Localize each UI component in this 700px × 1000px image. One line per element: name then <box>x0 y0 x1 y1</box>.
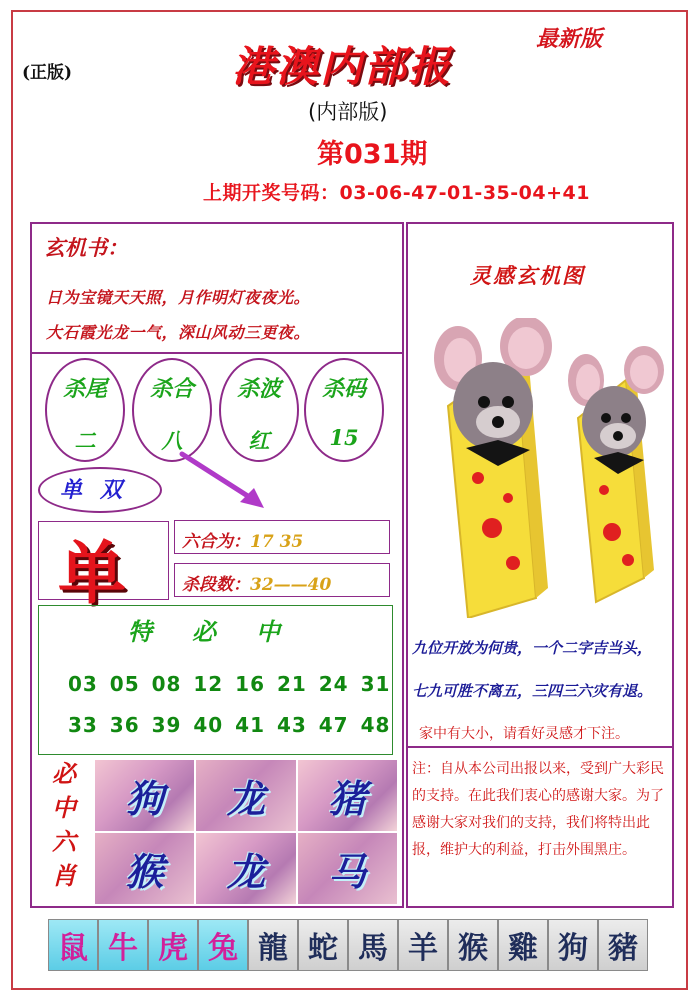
must-hit-title: 特必中 <box>128 617 320 646</box>
zodiac-cell-pig: 猪 <box>298 760 397 831</box>
kill-number-value: 15 <box>329 425 359 450</box>
picture-title: 灵感玄机图 <box>470 263 585 288</box>
kill-range-line <box>182 570 331 595</box>
six-he-line <box>182 527 303 552</box>
six-zodiac-label-2: 中 <box>52 793 76 822</box>
riddle-line-1: 日为宝镜天天照，月作明灯夜夜光。 <box>46 288 311 307</box>
kill-tail-oval <box>45 358 125 462</box>
zodiac-tile-snake: 蛇 <box>298 919 348 971</box>
kill-tail-label: 杀尾 <box>62 376 107 402</box>
six-zodiac-label-3: 六 <box>52 827 76 856</box>
zodiac-cell-monkey: 猴 <box>95 833 194 904</box>
notice-line: 家中有大小，请看好灵感才下注。 <box>419 726 629 742</box>
issue-number: 第031期 <box>317 139 428 170</box>
must-hit-row-1: 03 05 08 12 16 21 24 31 <box>68 672 391 696</box>
last-draw-label: 上期开奖号码： <box>203 182 340 204</box>
zodiac-tile-ox: 牛 <box>98 919 148 971</box>
big-odd-char: 单 <box>58 534 127 614</box>
kill-wave-value: 红 <box>248 428 270 453</box>
riddle-divider <box>32 352 402 354</box>
kill-he-label: 杀合 <box>149 376 194 402</box>
arrow-icon <box>176 448 268 510</box>
page-title: 港澳内部报 <box>232 42 453 91</box>
odd-even-oval: 单双 <box>38 467 162 513</box>
edition-label: (正版) <box>22 63 73 83</box>
kill-wave-label: 杀波 <box>236 376 281 402</box>
kill-range-label: 杀段数： <box>182 575 250 595</box>
must-hit-row-2: 33 36 39 40 41 43 47 48 <box>68 713 391 737</box>
kill-number-label: 杀码 <box>321 376 366 402</box>
latest-version-label: 最新版 <box>536 26 603 52</box>
zodiac-cell-dragon-2: 龙 <box>196 833 295 904</box>
kill-he-oval <box>132 358 212 462</box>
six-he-value: 17 35 <box>250 532 304 552</box>
last-draw-line <box>203 178 590 205</box>
six-he-label: 六合为： <box>182 532 250 552</box>
page-subtitle: (内部版) <box>308 100 388 124</box>
right-divider <box>408 746 672 748</box>
zodiac-tile-dog: 狗 <box>548 919 598 971</box>
zodiac-tile-rooster: 雞 <box>498 919 548 971</box>
zodiac-cell-horse: 马 <box>298 833 397 904</box>
riddle-line-2: 大石霞光龙一气，深山风动三更夜。 <box>46 323 311 342</box>
six-zodiac-label-1: 必 <box>52 759 76 788</box>
zodiac-tile-horse: 馬 <box>348 919 398 971</box>
zodiac-cell-dragon: 龙 <box>196 760 295 831</box>
zodiac-bar <box>48 919 648 971</box>
zodiac-tile-rabbit: 兔 <box>198 919 248 971</box>
riddle-title: 玄机书： <box>44 235 128 260</box>
six-zodiac-label-4: 肖 <box>52 861 76 890</box>
zodiac-tile-rat: 鼠 <box>48 919 98 971</box>
last-draw-numbers: 03-06-47-01-35-04+41 <box>339 182 590 204</box>
zodiac-tile-goat: 羊 <box>398 919 448 971</box>
statement-text: 注：自从本公司出报以来，受到广大彩民的支持。在此我们衷心的感谢大家。为了感谢大家对我们的支持，我们将特出此报，维护大的利益，打击外围黑庄。 <box>412 761 664 858</box>
zodiac-cell-dog: 狗 <box>95 760 194 831</box>
kill-number-oval <box>304 358 384 462</box>
six-zodiac-grid <box>95 760 397 904</box>
zodiac-tile-monkey: 猴 <box>448 919 498 971</box>
kill-range-value: 32——40 <box>250 575 332 595</box>
mouse-right-group <box>568 346 664 602</box>
poem-line-1: 九位开放为何贵，一个二字吉当头， <box>412 639 653 657</box>
mouse-cheese-picture <box>418 318 670 618</box>
mouse-left-group <box>434 318 552 618</box>
zodiac-tile-pig: 豬 <box>598 919 648 971</box>
kill-wave-oval <box>219 358 299 462</box>
kill-he-value: 八 <box>161 428 183 453</box>
zodiac-tile-tiger: 虎 <box>148 919 198 971</box>
zodiac-tile-dragon: 龍 <box>248 919 298 971</box>
poem-line-2: 七九可胜不离五，三四三六灾有退。 <box>412 682 653 700</box>
kill-tail-value: 二 <box>74 428 96 453</box>
